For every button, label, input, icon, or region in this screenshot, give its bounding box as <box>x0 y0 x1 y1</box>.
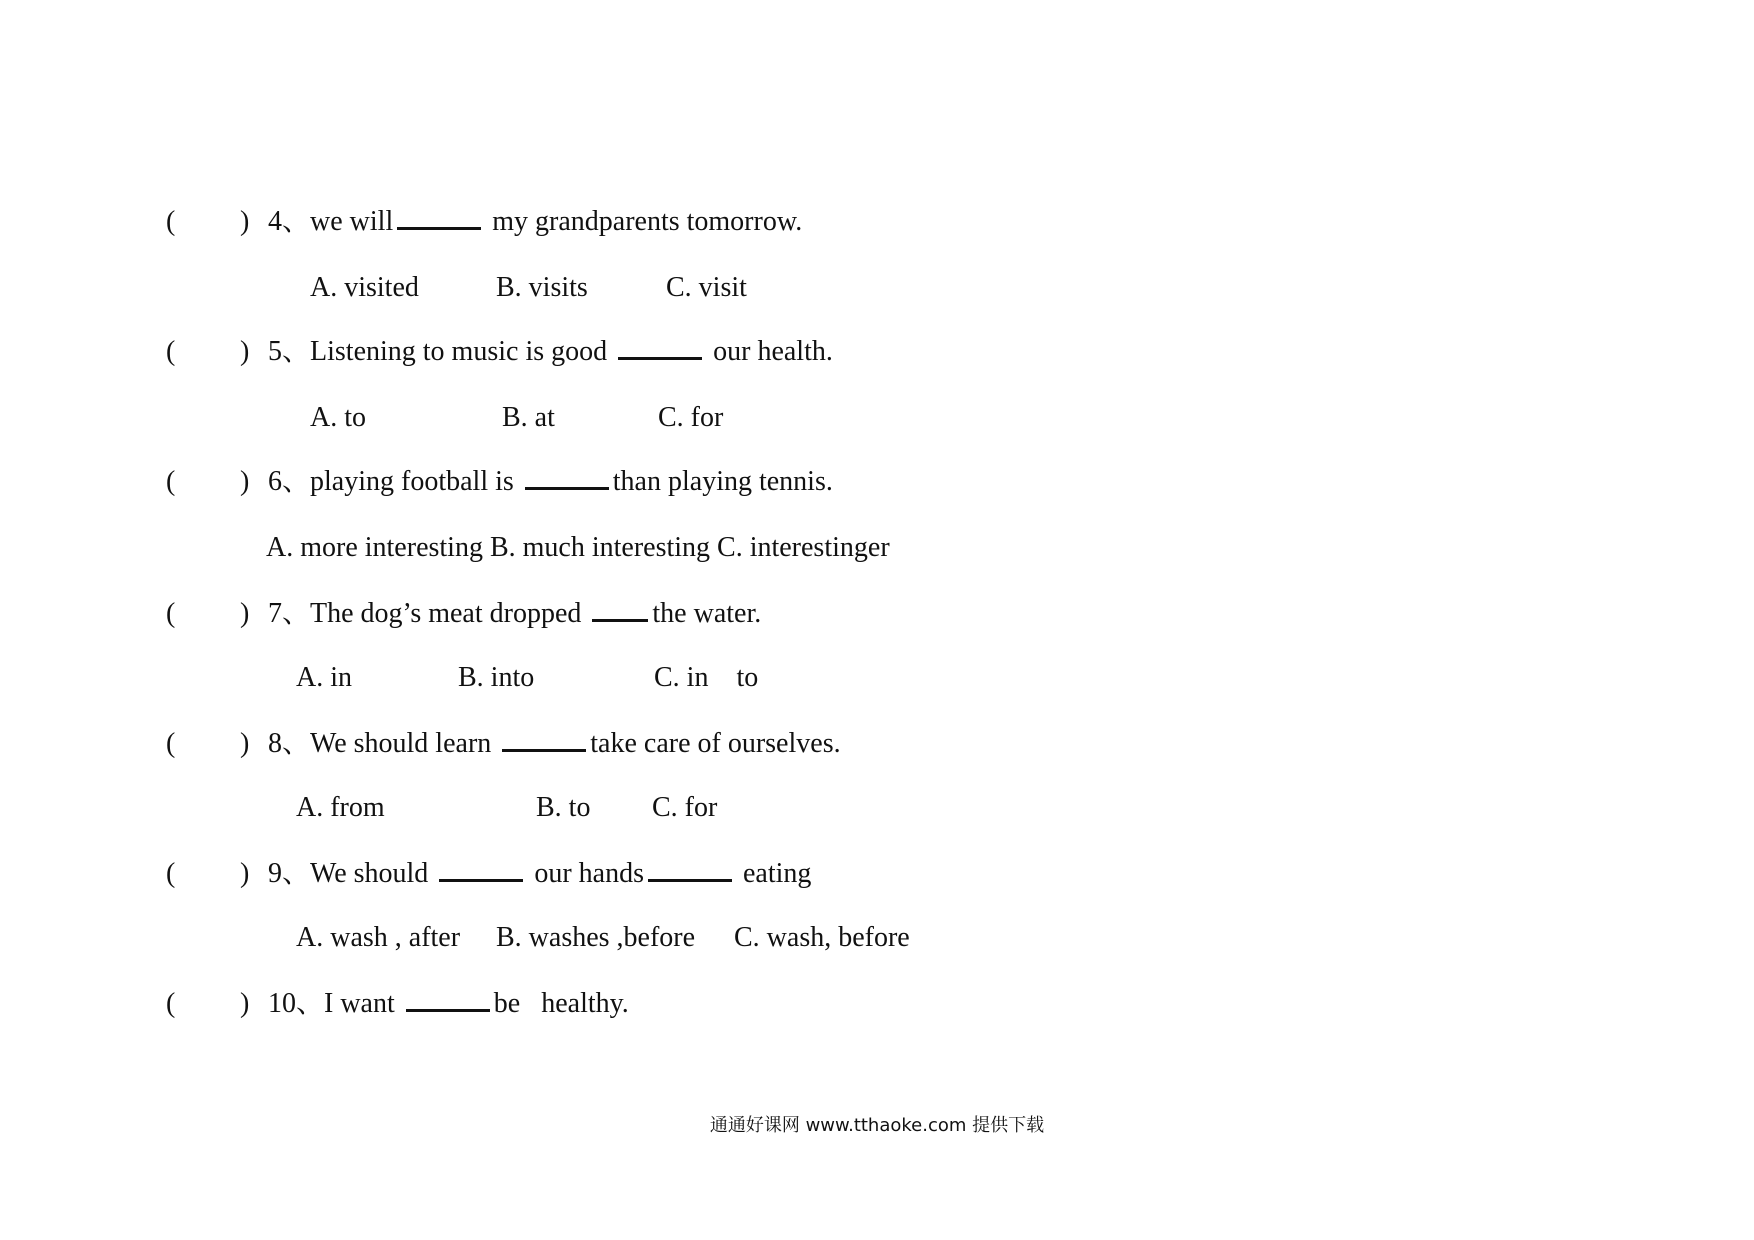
option-c: C. for <box>658 402 724 433</box>
option-a: A. visited <box>310 272 419 303</box>
question-number: 9、 <box>268 858 311 889</box>
question-text: 8、We should learn take care of ourselves. <box>268 728 841 759</box>
option-b: B. into <box>458 662 535 693</box>
answer-blank <box>439 857 523 882</box>
question-number: 6、 <box>268 466 311 497</box>
option-c: C. visit <box>666 272 747 303</box>
answer-blank <box>502 727 586 752</box>
option-a: A. to <box>310 402 366 433</box>
answer-blank <box>618 335 702 360</box>
question-number: 5、 <box>268 336 311 367</box>
question-text: 5、Listening to music is good our health. <box>268 336 833 367</box>
answer-paren-left: ( <box>166 206 176 237</box>
option-a: A. in <box>296 662 352 693</box>
option-a: A. from <box>296 792 385 823</box>
option-c: C. for <box>652 792 718 823</box>
option-a: A. wash , after <box>296 922 461 953</box>
question-text: 6、playing football is than playing tennis. <box>268 466 833 497</box>
footer-source: 通通好课网 www.tthaoke.com 提供下载 <box>709 1115 1045 1136</box>
answer-blank <box>525 465 609 490</box>
answer-blank <box>397 205 481 230</box>
answer-paren-right: ) <box>240 598 250 629</box>
answer-paren-left: ( <box>166 858 176 889</box>
answer-paren-left: ( <box>166 466 176 497</box>
answer-paren-right: ) <box>240 206 250 237</box>
answer-paren-left: ( <box>166 598 176 629</box>
answer-paren-left: ( <box>166 728 176 759</box>
answer-paren-right: ) <box>240 988 250 1019</box>
question-number: 7、 <box>268 598 311 629</box>
options-line: A. more interesting B. much interesting C. interestinger <box>266 532 890 563</box>
answer-blank <box>648 857 732 882</box>
question-text: 9、We should our hands eating <box>268 858 812 889</box>
option-b: B. visits <box>496 272 588 303</box>
question-number: 8、 <box>268 728 311 759</box>
answer-blank <box>406 987 490 1012</box>
answer-paren-left: ( <box>166 336 176 367</box>
answer-paren-right: ) <box>240 466 250 497</box>
answer-paren-right: ) <box>240 336 250 367</box>
question-text: 7、The dog’s meat dropped the water. <box>268 598 762 629</box>
question-number: 4、 <box>268 206 311 237</box>
option-c: C. in to <box>654 662 759 693</box>
question-number: 10、 <box>268 988 325 1019</box>
question-text: 4、we will my grandparents tomorrow. <box>268 206 803 237</box>
answer-paren-right: ) <box>240 728 250 759</box>
answer-paren-left: ( <box>166 988 176 1019</box>
answer-blank <box>592 597 648 622</box>
answer-paren-right: ) <box>240 858 250 889</box>
option-b: B. at <box>502 402 555 433</box>
question-text: 10、I want be healthy. <box>268 988 629 1019</box>
option-b: B. washes ,before <box>496 922 696 953</box>
option-c: C. wash, before <box>734 922 910 953</box>
option-b: B. to <box>536 792 591 823</box>
